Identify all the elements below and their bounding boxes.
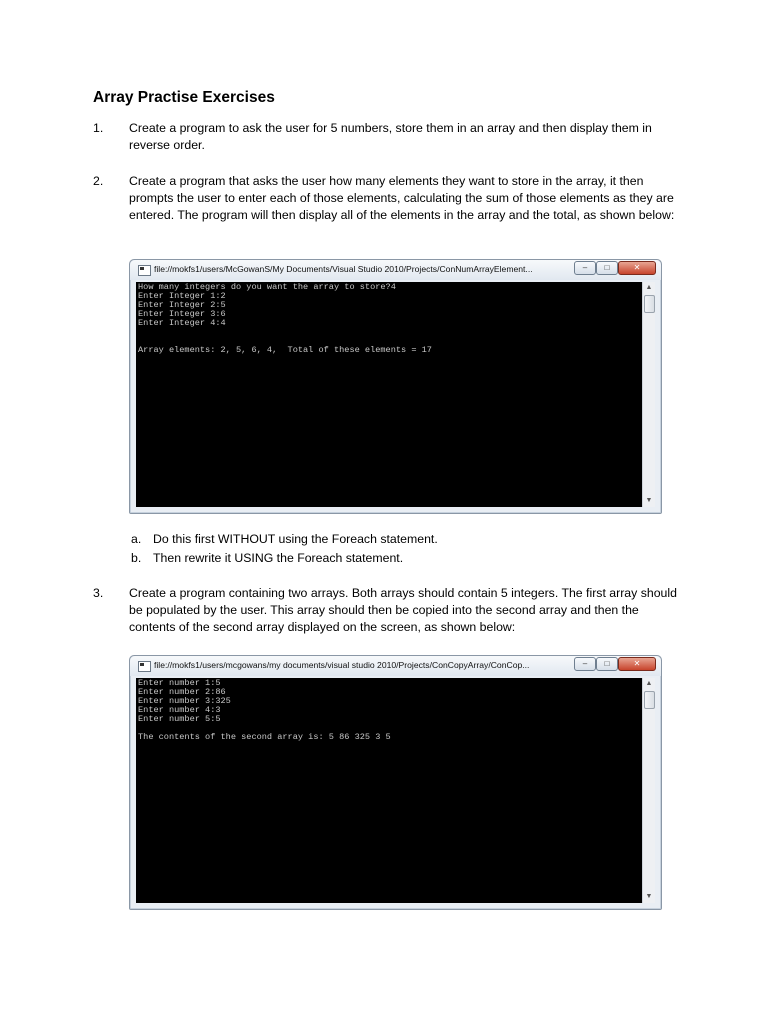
subitem-text: Then rewrite it USING the Foreach statement. [153, 551, 404, 565]
exercise-text: Create a program that asks the user how many elements they want to store in the array, it then prompts the user to enter each of those elements, calculating the sum of those elements as they are entered. The program will then display all of the elements in the array and the total, as shown below: [129, 174, 675, 223]
window-titlebar[interactable] [130, 260, 661, 280]
exercise-number: 2. [93, 174, 104, 188]
console-app-icon [138, 661, 151, 672]
scroll-thumb[interactable] [644, 691, 655, 709]
window-titlebar[interactable] [130, 656, 661, 676]
exercise-text: Create a program to ask the user for 5 numbers, store them in an array and then display them in reverse order. [129, 121, 652, 153]
page-title: Array Practise Exercises [93, 89, 275, 106]
vertical-scrollbar[interactable] [642, 678, 655, 903]
scroll-down-arrow-icon[interactable]: ▼ [645, 893, 653, 900]
exercise-number: 1. [93, 121, 104, 135]
console-window-1 [129, 259, 662, 514]
window-title: file://mokfs1/users/McGowanS/My Documents/Visual Studio 2010/Projects/ConNumArrayElement... [154, 264, 533, 274]
console-text: How many integers do you want the array to store?4 Enter Integer 1:2 Enter Integer 2:5 Enter Integer 3:6 Enter Integer 4:4 Array elements: 2, 5, 6, 4, Total of these elements = 17 [138, 282, 432, 355]
window-title: file://mokfs1/users/mcgowans/my documents/visual studio 2010/Projects/ConCopyArray/ConCop... [154, 660, 530, 670]
minimize-button[interactable]: – [574, 261, 596, 275]
scroll-up-arrow-icon[interactable]: ▲ [645, 284, 653, 291]
vertical-scrollbar[interactable] [642, 282, 655, 507]
subitem-b [131, 549, 403, 568]
console-app-icon [138, 265, 151, 276]
scroll-up-arrow-icon[interactable]: ▲ [645, 680, 653, 687]
exercise-text: Create a program containing two arrays. Both arrays should contain 5 integers. The first array should be populated by the user. This array should then be copied into the second array and then the contents of the second array displayed on the screen, as shown below: [129, 586, 677, 635]
close-button[interactable]: ✕ [618, 261, 656, 275]
subitem-letter: a. [131, 532, 142, 546]
subitem-letter: b. [131, 551, 142, 565]
scroll-down-arrow-icon[interactable]: ▼ [645, 497, 653, 504]
maximize-button[interactable]: □ [596, 261, 618, 275]
exercise-number: 3. [93, 586, 104, 600]
console-text: Enter number 1:5 Enter number 2:86 Enter number 3:325 Enter number 4:3 Enter number 5:5 The contents of the second array is: 5 86 325 3 5 [138, 678, 391, 742]
maximize-button[interactable]: □ [596, 657, 618, 671]
console-window-2 [129, 655, 662, 910]
console-output-area [136, 678, 643, 903]
console-output-area [136, 282, 643, 507]
close-button[interactable]: ✕ [618, 657, 656, 671]
minimize-button[interactable]: – [574, 657, 596, 671]
scroll-thumb[interactable] [644, 295, 655, 313]
subitem-text: Do this first WITHOUT using the Foreach statement. [153, 532, 438, 546]
subitem-a [131, 530, 438, 549]
